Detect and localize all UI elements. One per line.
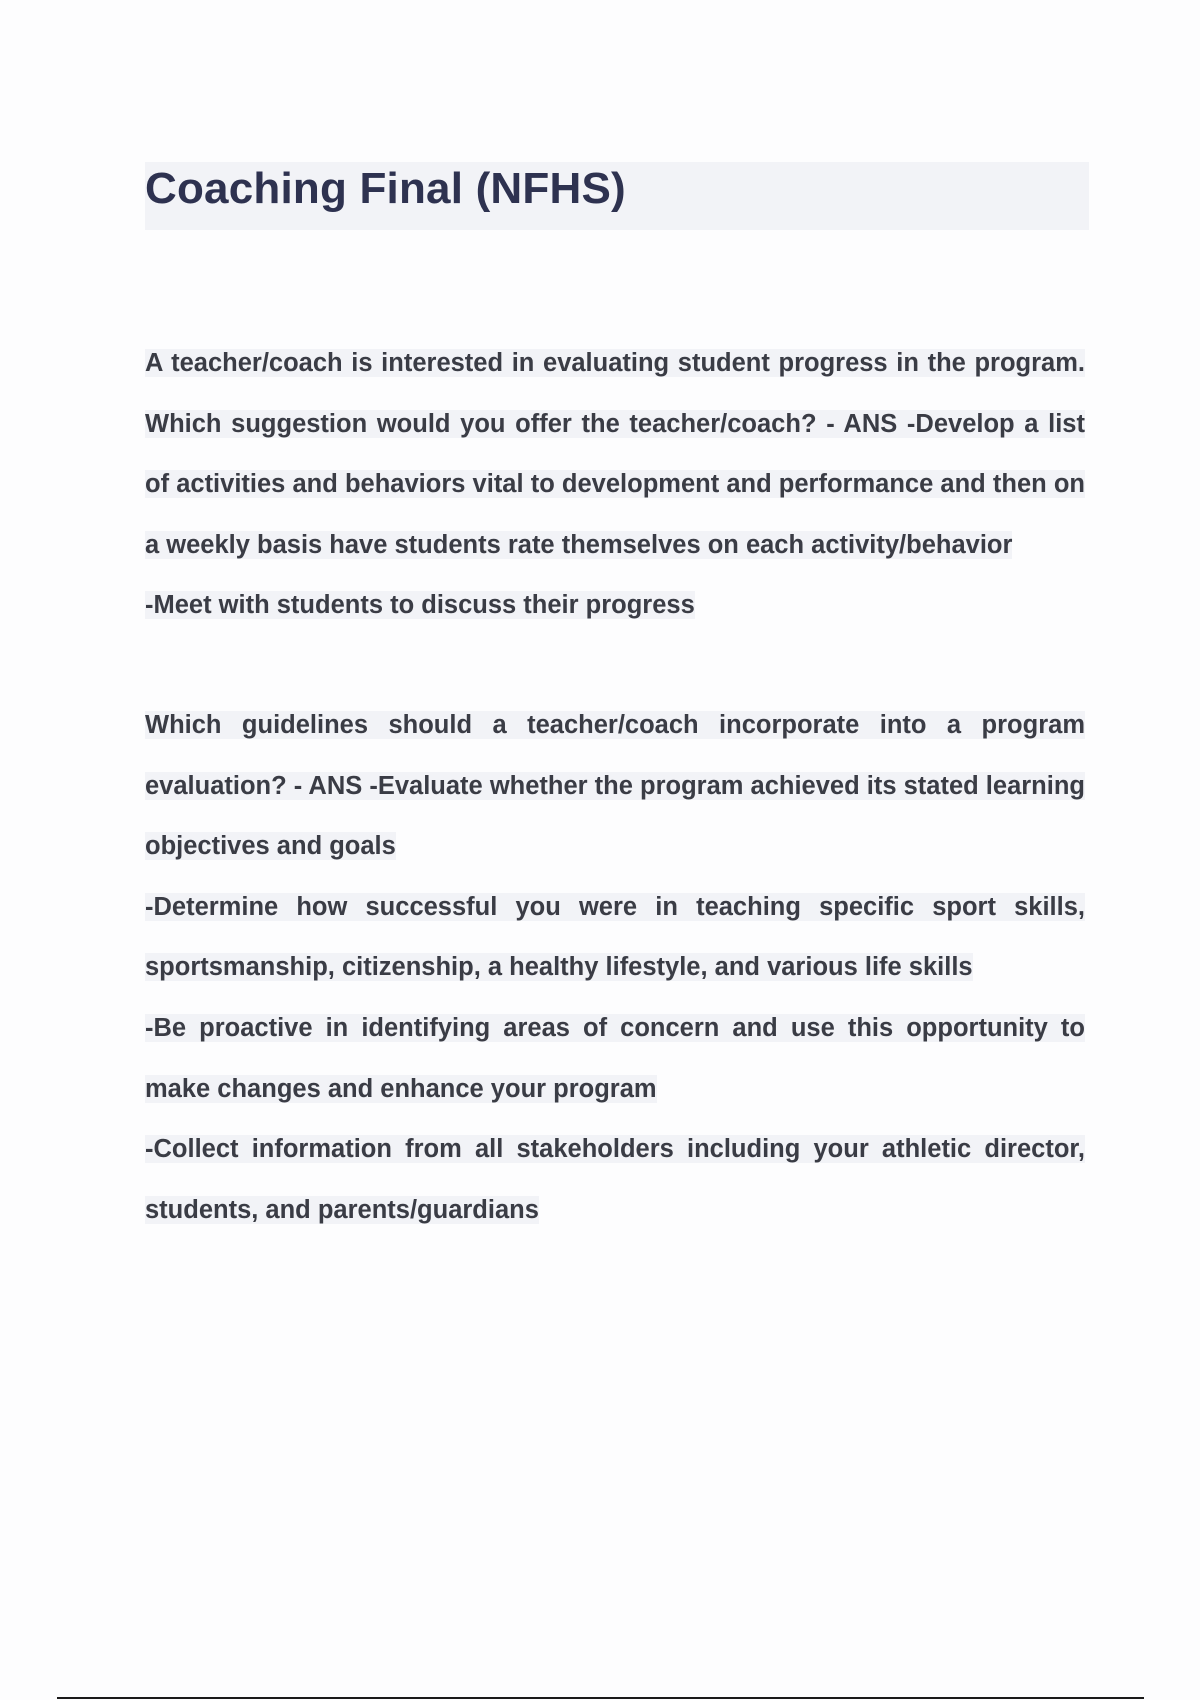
footer-divider xyxy=(57,1697,1144,1699)
question-1: A teacher/coach is interested in evaluating student progress in the program. Which suggestion would you offer the teacher/coach? - ANS -Develop a list of activities and behaviors vital to development and performance and then on a weekly basis have students rate themselves on each activity/behavior xyxy=(145,349,1085,559)
answer-1-1: -Meet with students to discuss their progress xyxy=(145,591,695,620)
question-2: Which guidelines should a teacher/coach incorporate into a program evaluation? - ANS -Evaluate whether the program achieved its stated learning objectives and goals xyxy=(145,710,1085,861)
page-title: Coaching Final (NFHS) xyxy=(145,164,626,213)
answer-2-2: -Be proactive in identifying areas of concern and use this opportunity to make changes and enhance your program xyxy=(145,1013,1085,1103)
qa-block-2 xyxy=(145,695,1085,1240)
qa-block-1 xyxy=(145,333,1085,636)
document-body xyxy=(145,333,1085,1299)
answer-2-3: -Collect information from all stakeholders including your athletic director, students, and parents/guardians xyxy=(145,1135,1085,1224)
answer-2-1: -Determine how successful you were in teaching specific sport skills, sportsmanship, citizenship, a healthy lifestyle, and various life skills xyxy=(145,892,1085,982)
